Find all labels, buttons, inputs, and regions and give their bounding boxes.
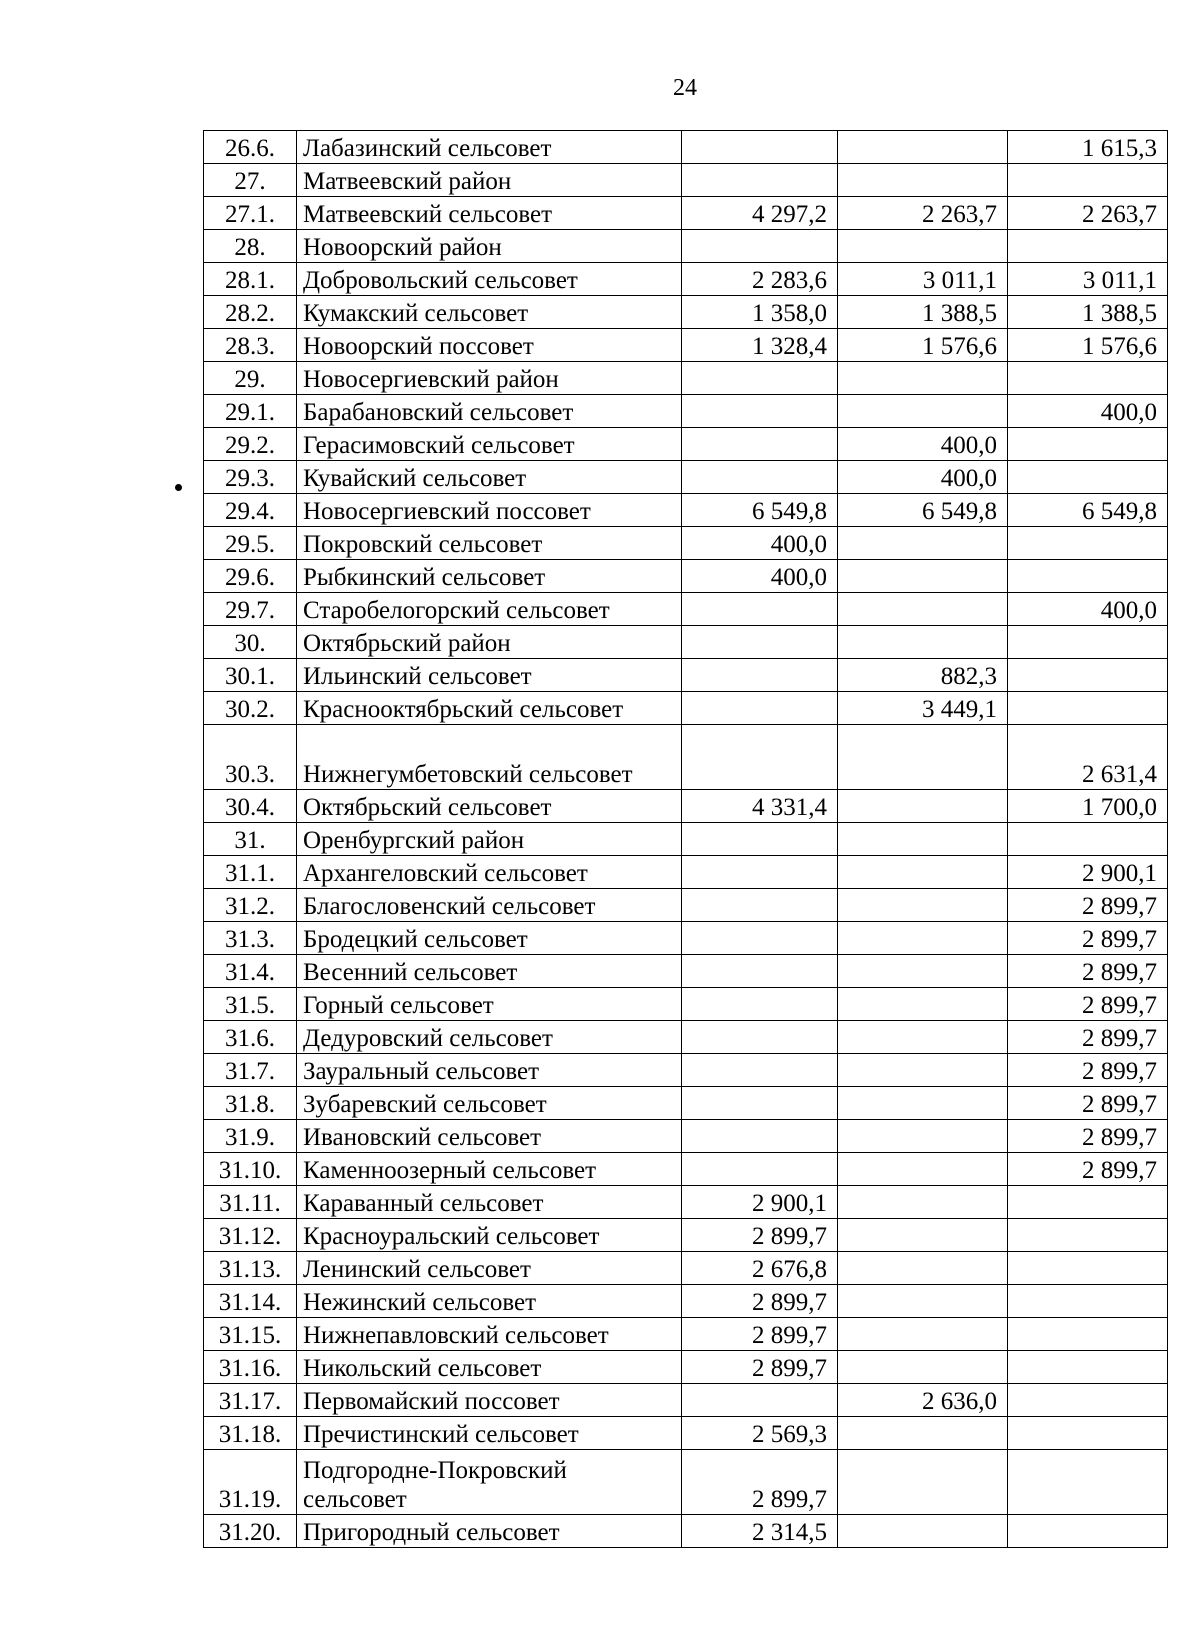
value-col-3-cell: 2 263,7 <box>1008 197 1168 230</box>
value-col-2-cell <box>838 1120 1008 1153</box>
value-col-1-cell: 2 283,6 <box>682 263 838 296</box>
row-number-cell: 28.3. <box>204 329 297 362</box>
value-col-1-cell <box>682 164 838 197</box>
value-col-2-cell <box>838 856 1008 889</box>
value-col-3-cell: 2 899,7 <box>1008 955 1168 988</box>
row-number-cell: 31.15. <box>204 1318 297 1351</box>
value-col-3-cell <box>1008 527 1168 560</box>
value-col-1-cell <box>682 659 838 692</box>
row-number-cell: 31.5. <box>204 988 297 1021</box>
row-number-cell: 29.3. <box>204 461 297 494</box>
value-col-1-cell: 400,0 <box>682 560 838 593</box>
value-col-3-cell <box>1008 659 1168 692</box>
value-col-1-cell: 4 331,4 <box>682 790 838 823</box>
value-col-1-cell <box>682 692 838 725</box>
row-name-cell: Октябрьский сельсовет <box>297 790 682 823</box>
value-col-3-cell <box>1008 1285 1168 1318</box>
row-number-cell: 31.7. <box>204 1054 297 1087</box>
row-name-cell: Ленинский сельсовет <box>297 1252 682 1285</box>
row-name-cell: Каменноозерный сельсовет <box>297 1153 682 1186</box>
value-col-1-cell <box>682 955 838 988</box>
value-col-3-cell: 2 631,4 <box>1008 725 1168 790</box>
table-row <box>204 1417 1168 1450</box>
value-col-1-cell: 2 900,1 <box>682 1186 838 1219</box>
row-name-cell: Кумакский сельсовет <box>297 296 682 329</box>
value-col-1-cell <box>682 725 838 790</box>
row-name-cell: Никольский сельсовет <box>297 1351 682 1384</box>
table-row <box>204 329 1168 362</box>
value-col-1-cell <box>682 1153 838 1186</box>
row-name-cell: Новоорский район <box>297 230 682 263</box>
row-number-cell: 31.2. <box>204 889 297 922</box>
row-name-cell: Краснооктябрьский сельсовет <box>297 692 682 725</box>
row-name-cell: Красноуральский сельсовет <box>297 1219 682 1252</box>
value-col-1-cell <box>682 856 838 889</box>
value-col-2-cell <box>838 593 1008 626</box>
value-col-2-cell: 3 011,1 <box>838 263 1008 296</box>
table-row <box>204 1186 1168 1219</box>
table-row <box>204 494 1168 527</box>
value-col-2-cell: 1 388,5 <box>838 296 1008 329</box>
row-name-cell: Кувайский сельсовет <box>297 461 682 494</box>
row-name-cell: Зауральный сельсовет <box>297 1054 682 1087</box>
value-col-1-cell: 2 899,7 <box>682 1450 838 1515</box>
row-name-cell: Новосергиевский район <box>297 362 682 395</box>
row-number-cell: 28. <box>204 230 297 263</box>
row-name-cell: Горный сельсовет <box>297 988 682 1021</box>
row-name-cell: Новосергиевский поссовет <box>297 494 682 527</box>
value-col-3-cell: 1 388,5 <box>1008 296 1168 329</box>
table-row <box>204 593 1168 626</box>
value-col-2-cell <box>838 1285 1008 1318</box>
row-number-cell: 30.1. <box>204 659 297 692</box>
value-col-3-cell: 2 899,7 <box>1008 1021 1168 1054</box>
value-col-3-cell: 2 899,7 <box>1008 1153 1168 1186</box>
value-col-3-cell <box>1008 362 1168 395</box>
value-col-2-cell: 2 263,7 <box>838 197 1008 230</box>
table-row <box>204 1087 1168 1120</box>
value-col-2-cell <box>838 1252 1008 1285</box>
value-col-3-cell: 2 899,7 <box>1008 1054 1168 1087</box>
value-col-2-cell <box>838 790 1008 823</box>
value-col-2-cell <box>838 1219 1008 1252</box>
table-row <box>204 395 1168 428</box>
table-row <box>204 790 1168 823</box>
budget-allocation-table <box>203 130 1168 1548</box>
row-name-cell: Ивановский сельсовет <box>297 1120 682 1153</box>
value-col-3-cell: 400,0 <box>1008 395 1168 428</box>
table-row <box>204 1515 1168 1548</box>
value-col-1-cell <box>682 395 838 428</box>
value-col-2-cell <box>838 362 1008 395</box>
row-name-cell: Зубаревский сельсовет <box>297 1087 682 1120</box>
table-row <box>204 131 1168 164</box>
value-col-3-cell <box>1008 1219 1168 1252</box>
value-col-2-cell <box>838 131 1008 164</box>
row-name-cell: Лабазинский сельсовет <box>297 131 682 164</box>
value-col-3-cell <box>1008 428 1168 461</box>
table-row <box>204 692 1168 725</box>
value-col-2-cell <box>838 626 1008 659</box>
value-col-2-cell <box>838 1318 1008 1351</box>
value-col-2-cell <box>838 1054 1008 1087</box>
row-name-cell: Барабановский сельсовет <box>297 395 682 428</box>
value-col-1-cell: 4 297,2 <box>682 197 838 230</box>
value-col-2-cell <box>838 560 1008 593</box>
value-col-2-cell <box>838 395 1008 428</box>
table-row <box>204 1450 1168 1515</box>
value-col-2-cell <box>838 527 1008 560</box>
row-number-cell: 31.16. <box>204 1351 297 1384</box>
table-body <box>204 131 1168 1548</box>
row-number-cell: 31.1. <box>204 856 297 889</box>
row-number-cell: 27.1. <box>204 197 297 230</box>
table-row <box>204 626 1168 659</box>
table-row <box>204 560 1168 593</box>
value-col-3-cell <box>1008 1318 1168 1351</box>
row-name-cell: Первомайский поссовет <box>297 1384 682 1417</box>
value-col-2-cell <box>838 1450 1008 1515</box>
row-name-cell: Караванный сельсовет <box>297 1186 682 1219</box>
value-col-1-cell <box>682 428 838 461</box>
table-row <box>204 823 1168 856</box>
value-col-2-cell: 3 449,1 <box>838 692 1008 725</box>
table-row <box>204 164 1168 197</box>
value-col-1-cell <box>682 461 838 494</box>
value-col-3-cell: 2 899,7 <box>1008 889 1168 922</box>
row-name-cell: Дедуровский сельсовет <box>297 1021 682 1054</box>
row-name-cell: Покровский сельсовет <box>297 527 682 560</box>
table-row <box>204 362 1168 395</box>
value-col-2-cell <box>838 922 1008 955</box>
row-number-cell: 31.6. <box>204 1021 297 1054</box>
value-col-2-cell: 400,0 <box>838 461 1008 494</box>
row-number-cell: 31. <box>204 823 297 856</box>
value-col-3-cell <box>1008 692 1168 725</box>
value-col-1-cell: 1 328,4 <box>682 329 838 362</box>
row-number-cell: 31.12. <box>204 1219 297 1252</box>
row-name-cell: Рыбкинский сельсовет <box>297 560 682 593</box>
value-col-2-cell <box>838 1153 1008 1186</box>
value-col-2-cell <box>838 889 1008 922</box>
value-col-2-cell <box>838 1417 1008 1450</box>
value-col-1-cell: 2 569,3 <box>682 1417 838 1450</box>
row-number-cell: 31.10. <box>204 1153 297 1186</box>
table-row <box>204 428 1168 461</box>
row-number-cell: 31.14. <box>204 1285 297 1318</box>
table-row <box>204 1120 1168 1153</box>
value-col-2-cell <box>838 1186 1008 1219</box>
row-number-cell: 27. <box>204 164 297 197</box>
value-col-2-cell: 882,3 <box>838 659 1008 692</box>
row-name-cell: Ильинский сельсовет <box>297 659 682 692</box>
row-number-cell: 31.20. <box>204 1515 297 1548</box>
value-col-2-cell <box>838 1087 1008 1120</box>
row-name-cell: Октябрьский район <box>297 626 682 659</box>
row-name-cell: Оренбургский район <box>297 823 682 856</box>
value-col-1-cell: 2 899,7 <box>682 1219 838 1252</box>
value-col-3-cell <box>1008 164 1168 197</box>
value-col-3-cell: 1 700,0 <box>1008 790 1168 823</box>
value-col-2-cell: 6 549,8 <box>838 494 1008 527</box>
table-row <box>204 461 1168 494</box>
row-name-cell: Подгородне-Покровский сельсовет <box>297 1450 682 1515</box>
table-row <box>204 1153 1168 1186</box>
value-col-2-cell: 400,0 <box>838 428 1008 461</box>
table-row <box>204 725 1168 790</box>
row-name-cell: Пречистинский сельсовет <box>297 1417 682 1450</box>
value-col-2-cell <box>838 823 1008 856</box>
row-number-cell: 31.9. <box>204 1120 297 1153</box>
value-col-1-cell <box>682 1021 838 1054</box>
table-row <box>204 230 1168 263</box>
value-col-1-cell: 400,0 <box>682 527 838 560</box>
value-col-3-cell: 2 900,1 <box>1008 856 1168 889</box>
value-col-3-cell: 2 899,7 <box>1008 988 1168 1021</box>
table-row <box>204 527 1168 560</box>
row-number-cell: 26.6. <box>204 131 297 164</box>
value-col-1-cell <box>682 131 838 164</box>
value-col-1-cell: 2 899,7 <box>682 1351 838 1384</box>
margin-bullet-mark <box>175 484 182 491</box>
value-col-3-cell <box>1008 1252 1168 1285</box>
value-col-3-cell <box>1008 461 1168 494</box>
value-col-1-cell: 2 676,8 <box>682 1252 838 1285</box>
table-row <box>204 889 1168 922</box>
row-number-cell: 31.19. <box>204 1450 297 1515</box>
row-number-cell: 31.3. <box>204 922 297 955</box>
value-col-1-cell: 1 358,0 <box>682 296 838 329</box>
value-col-3-cell: 1 615,3 <box>1008 131 1168 164</box>
row-name-cell: Матвеевский район <box>297 164 682 197</box>
value-col-1-cell: 2 899,7 <box>682 1285 838 1318</box>
value-col-1-cell <box>682 1120 838 1153</box>
table-row <box>204 1351 1168 1384</box>
value-col-1-cell <box>682 823 838 856</box>
row-number-cell: 31.8. <box>204 1087 297 1120</box>
table-row <box>204 296 1168 329</box>
value-col-2-cell <box>838 1021 1008 1054</box>
row-name-cell: Матвеевский сельсовет <box>297 197 682 230</box>
row-number-cell: 31.17. <box>204 1384 297 1417</box>
value-col-2-cell <box>838 1351 1008 1384</box>
page-number: 24 <box>673 75 697 101</box>
value-col-1-cell <box>682 988 838 1021</box>
value-col-3-cell: 6 549,8 <box>1008 494 1168 527</box>
row-name-cell: Старобелогорский сельсовет <box>297 593 682 626</box>
row-name-cell: Нижнепавловский сельсовет <box>297 1318 682 1351</box>
value-col-1-cell <box>682 626 838 659</box>
row-number-cell: 29.2. <box>204 428 297 461</box>
value-col-3-cell <box>1008 1186 1168 1219</box>
value-col-3-cell <box>1008 560 1168 593</box>
table-row <box>204 1054 1168 1087</box>
table-row <box>204 955 1168 988</box>
value-col-2-cell <box>838 164 1008 197</box>
value-col-1-cell <box>682 230 838 263</box>
value-col-3-cell <box>1008 1351 1168 1384</box>
row-number-cell: 29.6. <box>204 560 297 593</box>
row-number-cell: 28.2. <box>204 296 297 329</box>
row-number-cell: 29.7. <box>204 593 297 626</box>
value-col-1-cell <box>682 1384 838 1417</box>
row-number-cell: 30. <box>204 626 297 659</box>
value-col-2-cell <box>838 955 1008 988</box>
value-col-3-cell <box>1008 1417 1168 1450</box>
row-number-cell: 31.18. <box>204 1417 297 1450</box>
table-row <box>204 1285 1168 1318</box>
table-row <box>204 659 1168 692</box>
row-name-cell: Новоорский поссовет <box>297 329 682 362</box>
row-name-cell: Весенний сельсовет <box>297 955 682 988</box>
row-name-cell: Пригородный сельсовет <box>297 1515 682 1548</box>
value-col-1-cell <box>682 593 838 626</box>
value-col-3-cell: 2 899,7 <box>1008 1120 1168 1153</box>
row-name-cell: Нижнегумбетовский сельсовет <box>297 725 682 790</box>
row-number-cell: 30.3. <box>204 725 297 790</box>
table-row <box>204 263 1168 296</box>
value-col-3-cell: 400,0 <box>1008 593 1168 626</box>
row-name-cell: Добровольский сельсовет <box>297 263 682 296</box>
row-name-cell: Герасимовский сельсовет <box>297 428 682 461</box>
value-col-2-cell <box>838 988 1008 1021</box>
value-col-3-cell: 1 576,6 <box>1008 329 1168 362</box>
row-number-cell: 31.11. <box>204 1186 297 1219</box>
row-number-cell: 31.4. <box>204 955 297 988</box>
value-col-1-cell: 6 549,8 <box>682 494 838 527</box>
table-row <box>204 1219 1168 1252</box>
value-col-1-cell <box>682 922 838 955</box>
value-col-2-cell <box>838 230 1008 263</box>
table-row <box>204 1021 1168 1054</box>
value-col-1-cell: 2 314,5 <box>682 1515 838 1548</box>
row-number-cell: 28.1. <box>204 263 297 296</box>
value-col-2-cell: 2 636,0 <box>838 1384 1008 1417</box>
row-number-cell: 29.5. <box>204 527 297 560</box>
row-name-cell: Бродецкий сельсовет <box>297 922 682 955</box>
value-col-3-cell <box>1008 230 1168 263</box>
value-col-1-cell <box>682 1054 838 1087</box>
table-row <box>204 1318 1168 1351</box>
value-col-2-cell <box>838 1515 1008 1548</box>
value-col-3-cell <box>1008 626 1168 659</box>
row-number-cell: 29.4. <box>204 494 297 527</box>
value-col-3-cell <box>1008 1384 1168 1417</box>
row-number-cell: 29. <box>204 362 297 395</box>
row-number-cell: 30.4. <box>204 790 297 823</box>
row-number-cell: 29.1. <box>204 395 297 428</box>
row-number-cell: 31.13. <box>204 1252 297 1285</box>
table-row <box>204 197 1168 230</box>
value-col-3-cell: 2 899,7 <box>1008 1087 1168 1120</box>
value-col-3-cell: 2 899,7 <box>1008 922 1168 955</box>
table-row <box>204 1252 1168 1285</box>
table-row <box>204 1384 1168 1417</box>
value-col-3-cell <box>1008 1450 1168 1515</box>
row-name-cell: Нежинский сельсовет <box>297 1285 682 1318</box>
table-row <box>204 922 1168 955</box>
value-col-2-cell <box>838 725 1008 790</box>
row-number-cell: 30.2. <box>204 692 297 725</box>
row-name-cell: Архангеловский сельсовет <box>297 856 682 889</box>
value-col-2-cell: 1 576,6 <box>838 329 1008 362</box>
value-col-3-cell <box>1008 823 1168 856</box>
value-col-1-cell: 2 899,7 <box>682 1318 838 1351</box>
table-row <box>204 988 1168 1021</box>
table-row <box>204 856 1168 889</box>
value-col-3-cell: 3 011,1 <box>1008 263 1168 296</box>
value-col-3-cell <box>1008 1515 1168 1548</box>
value-col-1-cell <box>682 362 838 395</box>
value-col-1-cell <box>682 1087 838 1120</box>
value-col-1-cell <box>682 889 838 922</box>
row-name-cell: Благословенский сельсовет <box>297 889 682 922</box>
